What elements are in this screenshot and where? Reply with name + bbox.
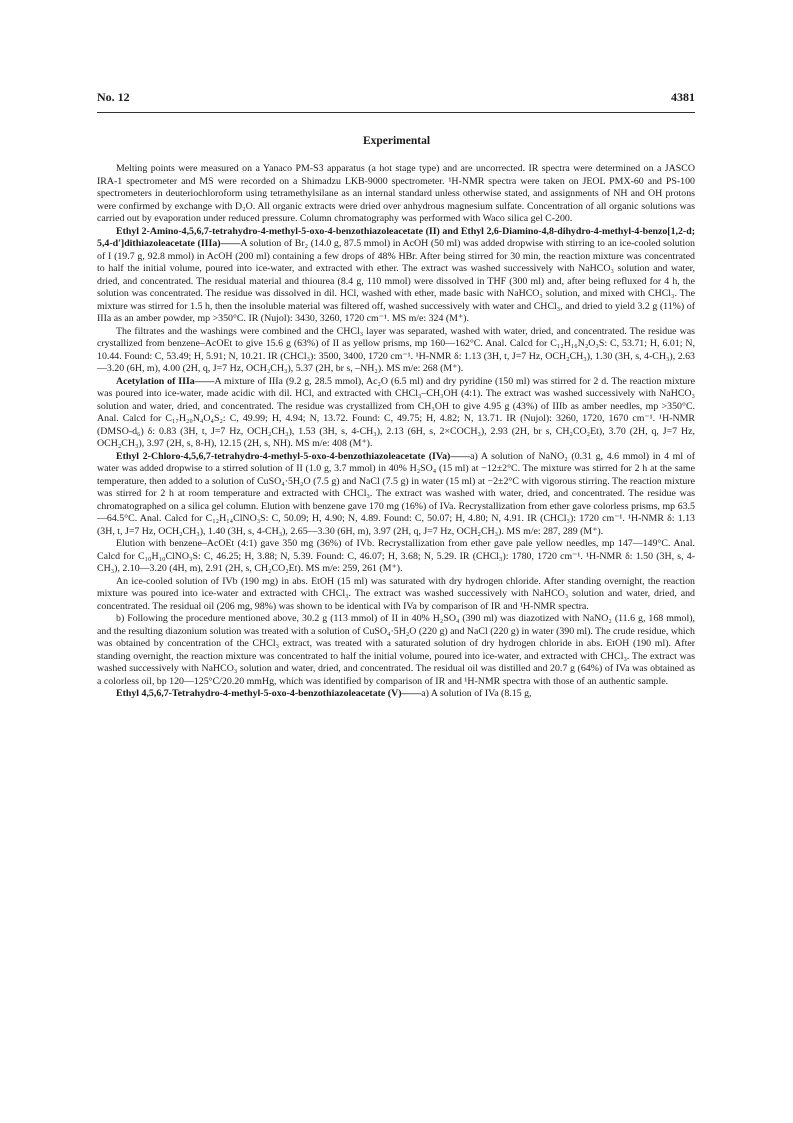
paragraph	[97, 163, 695, 226]
paragraph-text: A solution of Br₂ (14.0 g, 87.5 mmol) in AcOH (50 ml) was added dropwise with stirring to an ice-cooled solution of I (19.7 g, 92.8 mmol) in AcOH (200 ml) containing a few drops of 48% HBr. After being stirred for 30 min, the reaction mixture was concentrated to half the initial volume, poured into ice-water, and extracted with ether. The extract was washed successively with NaHCO₃ solution and water, dried, and concentrated. The residual material and thiourea (8.4 g, 110 mmol) were dissolved in THF (300 ml) and, after being refluxed for 4 h, the solution was concentrated. The residue was dissolved in dil. HCl, washed with ether, made basic with NaHCO₃ solution, and mixed with CHCl₃. The mixture was stirred for 1.5 h, then the insoluble material was filtered off, washed successively with water and CHCl₃, and dried to yield 3.2 g (11%) of IIIa as an amber powder, mp >350°C. IR (Nujol): 3430, 3260, 1720 cm⁻¹. MS m/e: 324 (M⁺).	[97, 238, 695, 324]
running-header	[97, 90, 695, 106]
paragraph	[97, 538, 695, 576]
compound-heading: Acetylation of IIIa——	[116, 375, 215, 387]
paragraph-text: The filtrates and the washings were combined and the CHCl₃ layer was separated, washed with water, dried, and concentrated. The residue was crystallized from benzene–AcOEt to give 15.6 g (63%) of II as yellow prisms, mp 160—162°C. Anal. Calcd for C₁₂H₁₆N₂O₃S: C, 53.71; H, 6.01; N, 10.44. Found: C, 53.49; H, 5.91; N, 10.21. IR (CHCl₃): 3500, 3400, 1720 cm⁻¹. ¹H-NMR δ: 1.13 (3H, t, J=7 Hz, OCH₂CH₃), 1.30 (3H, s, 4-CH₃), 2.63—3.20 (6H, m), 4.00 (2H, q, J=7 Hz, OCH₂CH₃), 5.37 (2H, br s, –NH₂). MS m/e: 268 (M⁺).	[97, 325, 695, 374]
paragraph	[97, 688, 695, 701]
paragraph-text: A mixture of IIIa (9.2 g, 28.5 mmol), Ac₂O (6.5 ml) and dry pyridine (150 ml) was stirred for 2 d. The reaction mixture was poured into ice-water, made acidic with dil. HCl, and extracted with CHCl₃–CH₃OH (4:1). The extract was washed successively with NaHCO₃ solution and water, dried, and concentrated. The residue was crystallized from CH₃OH to give 4.95 g (43%) of IIIb as amber needles, mp >350°C. Anal. Calcd for C₁₇H₂₀N₄O₄S₂: C, 49.99; H, 4.94; N, 13.72. Found: C, 49.75; H, 4.82; N, 13.71. IR (Nujol): 3260, 1720, 1670 cm⁻¹. ¹H-NMR (DMSO-d₆) δ: 0.83 (3H, t, J=7 Hz, OCH₂CH₃), 1.53 (3H, s, 4-CH₃), 2.13 (6H, s, 2×COCH₃), 2.93 (2H, br s, CH₂CO₂Et), 3.70 (2H, q, J=7 Hz, OCH₂CH₃), 3.97 (2H, s, 8-H), 12.15 (2H, s, NH). MS m/e: 408 (M⁺).	[97, 375, 695, 449]
section-title: Experimental	[362, 135, 431, 147]
paragraph	[97, 613, 695, 688]
paragraph-text: Melting points were measured on a Yanaco PM-S3 apparatus (a hot stage type) and are uncorrected. IR spectra were determined on a JASCO IRA-1 spectrometer and MS were recorded on a Shimadzu LKB-9000 spectrometer. ¹H-NMR spectra were taken on JEOL PMX-60 and PS-100 spectrometers in deuteriochloroform using tetramethylsilane as an internal standard unless otherwise stated, and assignments of NH and OH protons were confirmed by exchange with D₂O. All organic extracts were dried over anhydrous magnesium sulfate. Concentration of all organic solutions was carried out by evaporation under reduced pressure. Column chromatography was performed with Waco silica gel C-200.	[97, 163, 695, 224]
paragraph-text: Elution with benzene–AcOEt (4:1) gave 350 mg (36%) of IVb. Recrystallization from ether gave pale yellow needles, mp 147—149°C. Anal. Calcd for C₁₀H₁₀ClNO₃S: C, 46.25; H, 3.88; N, 5.39. Found: C, 46.07; H, 3.68; N, 5.29. IR (CHCl₃): 1780, 1720 cm⁻¹. ¹H-NMR δ: 1.50 (3H, s, 4-CH₃), 2.10—3.20 (4H, m), 2.91 (2H, s, CH₂CO₂Et). MS m/e: 259, 261 (M⁺).	[97, 538, 695, 574]
issue-number: No. 12	[97, 90, 130, 104]
paragraph-text: An ice-cooled solution of IVb (190 mg) in abs. EtOH (15 ml) was saturated with dry hydrogen chloride. After standing overnight, the reaction mixture was poured into ice-water and extracted with CHCl₃. The extract was washed successively with NaHCO₃ solution and water, dried, and concentrated. The residual oil (206 mg, 98%) was shown to be identical with IVa by comparison of IR and ¹H-NMR spectra.	[97, 575, 695, 612]
paragraph	[97, 376, 695, 451]
header-rule	[97, 112, 695, 113]
compound-heading: Ethyl 2-Amino-4,5,6,7-tetrahydro-4-methyl-5-oxo-4-benzothiazoleacetate (II) and Ethyl 2,6-Diamino-4,8-dihydro-4-methyl-4-benzo[1,2-d; 5,4-d′]dithiazoleacetate (IIIa)——	[97, 225, 695, 249]
paragraph	[97, 326, 695, 376]
page-number: 4381	[671, 90, 695, 104]
compound-heading: Ethyl 2-Chloro-4,5,6,7-tetrahydro-4-methyl-5-oxo-4-benzothiazoleacetate (IVa)——	[116, 450, 471, 462]
paragraph	[97, 576, 695, 614]
paragraph-text: a) A solution of IVa (8.15 g,	[421, 688, 532, 699]
paragraph-text: a) A solution of NaNO₂ (0.31 g, 4.6 mmol) in 4 ml of water was added dropwise to a stirred solution of II (1.0 g, 3.7 mmol) in 40% H₂SO₄ (15 ml) at −12±2°C. The mixture was stirred for 2 h at the same temperature, then added to a solution of CuSO₄·5H₂O (7.5 g) and NaCl (7.5 g) in water (15 ml) at −2±2°C with vigorous stirring. The reaction mixture was stirred for 2 h at room temperature and extracted with CHCl₃. The extract was washed with water, dried, and concentrated. The residue was chromatographed on a silica gel column. Elution with benzene gave 170 mg (16%) of IVa. Recrystallization from ether gave colorless prisms, mp 63.5—64.5°C. Anal. Calcd for C₁₂H₁₄ClNO₃S: C, 50.09; H, 4.90; N, 4.89. Found: C, 50.07; H, 4.80; N, 4.91. IR (CHCl₃): 1720 cm⁻¹. ¹H-NMR δ: 1.13 (3H, t, J=7 Hz, OCH₂CH₃), 1.40 (3H, s, 4-CH₃), 2.65—3.30 (6H, m), 3.97 (2H, q, J=7 Hz, OCH₂CH₃). MS m/e: 287, 289 (M⁺).	[97, 450, 695, 537]
body-text	[97, 153, 695, 701]
compound-heading: Ethyl 4,5,6,7-Tetrahydro-4-methyl-5-oxo-4-benzothiazoleacetate (V)——	[116, 688, 422, 699]
paragraph-text: b) Following the procedure mentioned above, 30.2 g (113 mmol) of II in 40% H₂SO₄ (390 ml) was diazotized with NaNO₂ (11.6 g, 168 mmol), and the resulting diazonium solution was treated with a solution of CuSO₄·5H₂O (220 g) and NaCl (220 g) in water (390 ml). The crude residue, which was obtained by concentration of the CHCl₃ extract, was treated with a saturated solution of dry hydrogen chloride in abs. EtOH (190 ml). After standing overnight, the reaction mixture was concentrated to half the initial volume, poured into ice-water, and extracted with CHCl₃. The extract was washed successively with NaHCO₃ solution and water, dried, and concentrated. The residual oil was distilled and 20.7 g (64%) of IVa was obtained as a colorless oil, bp 120—125°C/20.20 mmHg, which was identified by comparison of IR and ¹H-NMR spectra with those of an authentic sample.	[97, 613, 695, 687]
paragraph	[97, 226, 695, 326]
paragraph	[97, 451, 695, 539]
